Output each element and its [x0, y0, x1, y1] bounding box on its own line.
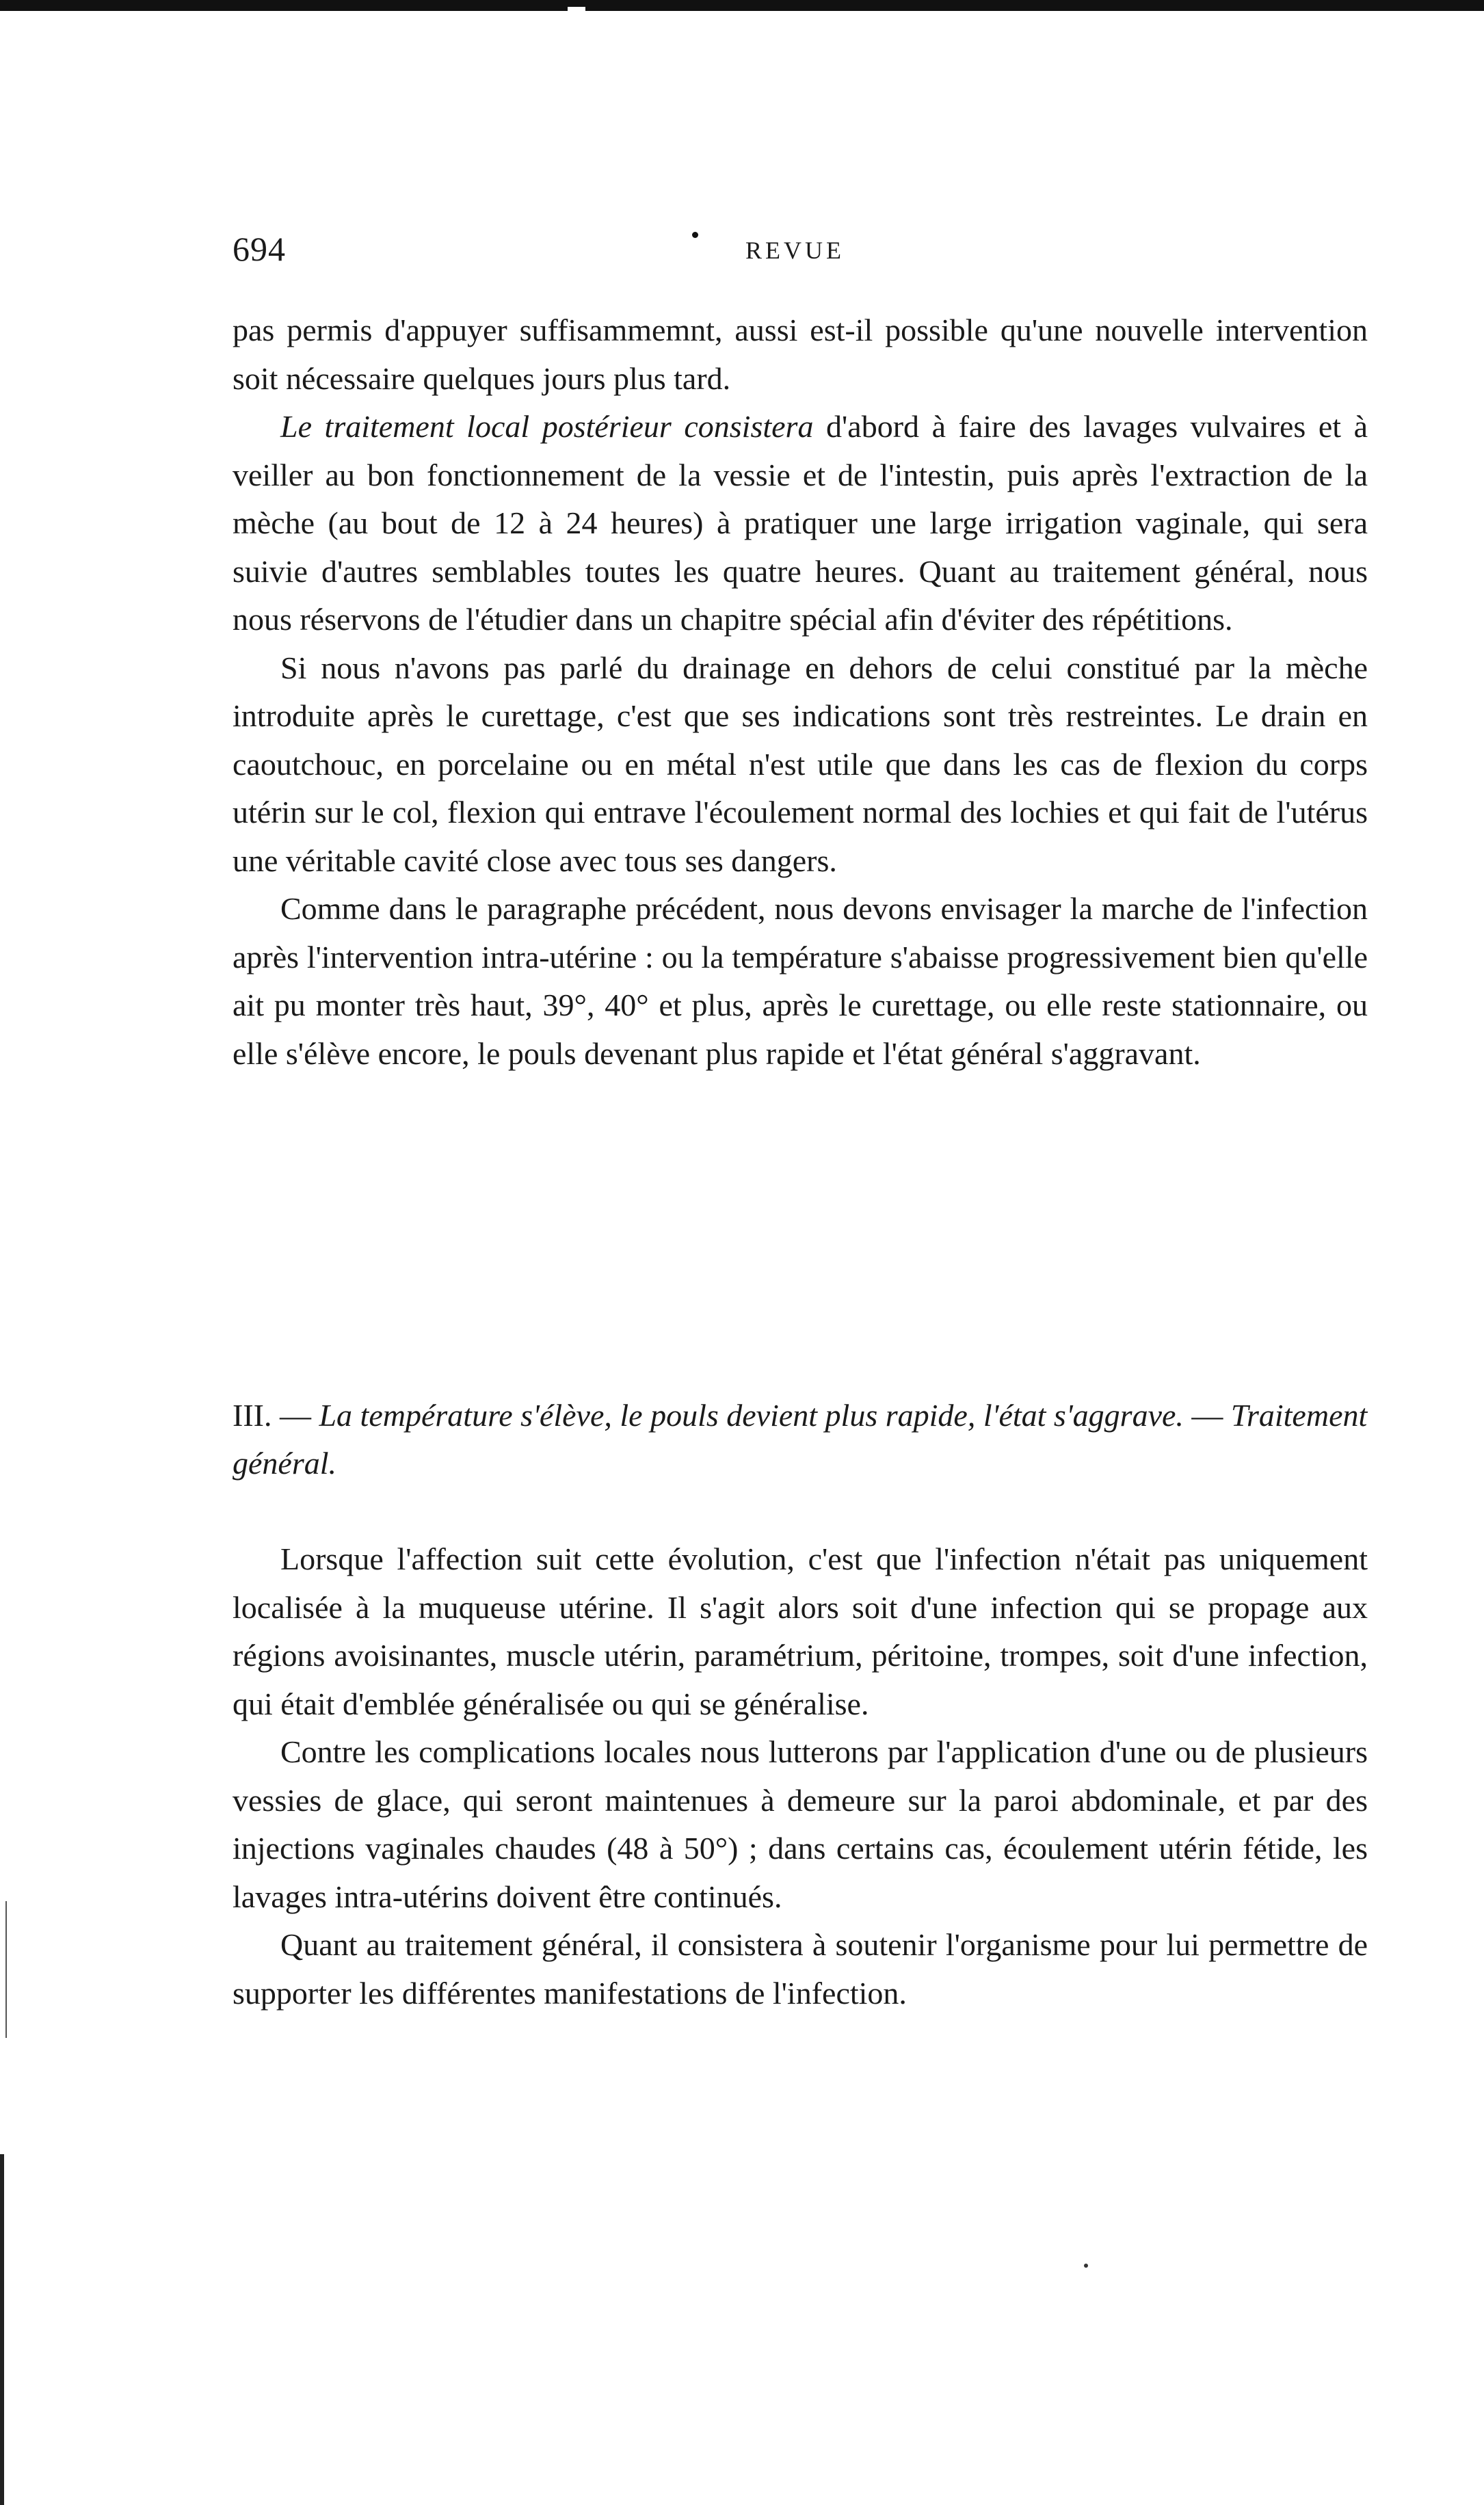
paragraph-infection-course: Comme dans le paragraphe précédent, nous devons envisager la marche de l'infection après l'intervention intra-utérine : ou la température s'abaisse progressivement bien qu'elle ait pu monter très haut, 39°, 40° et plus, après le curettage, ou elle reste stationnaire, ou elle s'élève encore, le pouls devenant plus rapide et l'état général s'aggravant.: [233, 891, 1368, 1071]
page-header: [233, 229, 1368, 277]
section-subtitle: Traitement général.: [233, 1398, 1368, 1481]
paragraph-local-treatment-text: d'abord à faire des lavages vulvaires et à veiller au bon fonctionnement de la vessie et de l'intestin, puis après l'extraction de la mèche (au bout de 12 à 24 heures) à pratiquer une large irrigation vaginale, qui sera suivie d'autres semblables toutes les quatre heures. Quant au traitement général, nous nous réservons de l'étudier dans un chapitre spécial afin d'éviter des répétitions.: [233, 409, 1368, 637]
paragraph-local-complications: Contre les complications locales nous lutterons par l'application d'une ou de plusieurs vessies de glace, qui seront maintenues à demeure sur la paroi abdominale, et par des injections vaginales chaudes (48 à 50°) ; dans certains cas, écoulement utérin fétide, les lavages intra-utérins doivent être continués.: [233, 1734, 1368, 1914]
paragraph-continuation: pas permis d'appuyer suffisammemnt, aussi est-il possible qu'une nouvelle intervention soit nécessaire quelques jours plus tard.: [233, 313, 1368, 396]
scan-left-edge: [0, 2154, 4, 2505]
paragraph-drainage: Si nous n'avons pas parlé du drainage en dehors de celui constitué par la mèche introduite après le curettage, c'est que ses indications sont très restreintes. Le drain en caoutchouc, en porcelaine ou en métal n'est utile que dans les cas de flexion du corps utérin sur le col, flexion qui entrave l'écoulement normal des lochies et qui fait de l'utérus une véritable cavité close avec tous ses dangers.: [233, 650, 1368, 878]
body-text-after-section: [233, 1535, 1368, 2017]
section-title: La température s'élève, le pouls devient plus rapide, l'état s'aggrave.: [319, 1398, 1184, 1433]
section-number: III. —: [233, 1398, 311, 1433]
scan-left-edge-mark: [5, 1901, 7, 2038]
scan-top-border-gap: [568, 7, 585, 11]
paragraph-local-treatment: [233, 403, 1368, 644]
header-dot: [692, 232, 698, 238]
scan-top-border: [0, 0, 1484, 11]
paragraph-general-treatment: Quant au traitement général, il consistera à soutenir l'organisme pour lui permettre de supporter les différentes manifestations de l'infection.: [233, 1927, 1368, 2011]
section-heading: [233, 1392, 1368, 1487]
paragraph-lead-italic: Le traitement local postérieur consistera: [280, 409, 814, 444]
section-separator: —: [1191, 1398, 1223, 1433]
page-number: 694: [233, 230, 286, 268]
paragraph-evolution: Lorsque l'affection suit cette évolution, c'est que l'infection n'était pas uniquement localisée à la muqueuse utérine. Il s'agit alors soit d'une infection qui se propage aux régions avoisinantes, muscle utérin, paramétrium, péritoine, trompes, soit d'une infection, qui était d'emblée généralisée ou qui se généralise.: [233, 1541, 1368, 1721]
running-head: REVUE: [745, 237, 845, 264]
body-text-before-section: [233, 306, 1368, 1078]
scan-speck: [1084, 2264, 1088, 2268]
